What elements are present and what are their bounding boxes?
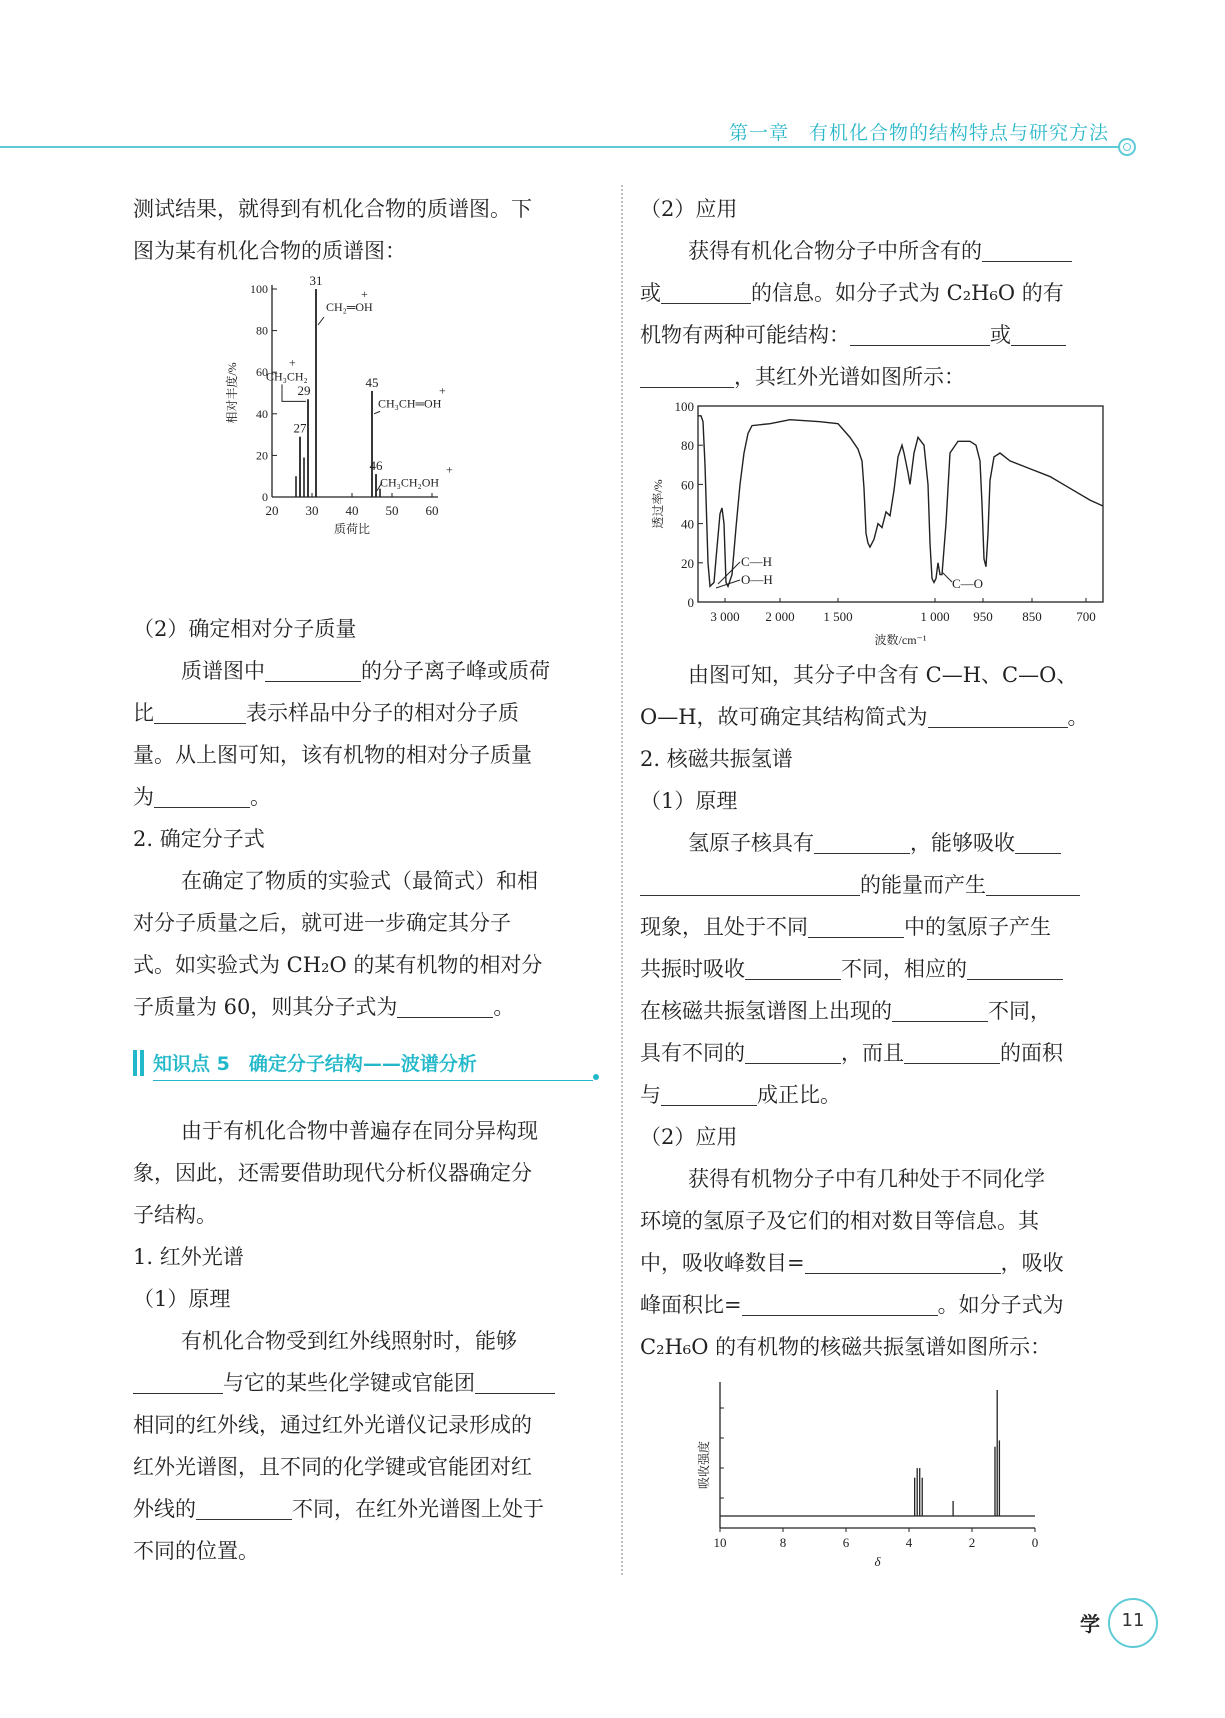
paragraph [133, 986, 603, 1028]
ir-spectrum-chart [640, 398, 1120, 648]
fill-blank[interactable] [133, 1367, 223, 1394]
paragraph [640, 696, 1110, 738]
paragraph: 有机化合物受到红外线照射时，能够 [181, 1329, 517, 1353]
x-tick-label: 3 000 [710, 609, 740, 624]
ion-label: CH₃CH₂OH [380, 475, 440, 490]
paragraph [133, 776, 603, 818]
section-title: （1）原理 [133, 1287, 231, 1311]
chapter-title: 第一章 有机化合物的结构特点与研究方法 [728, 122, 1109, 144]
x-tick-label: 1 000 [920, 609, 950, 624]
fill-blank[interactable] [982, 235, 1072, 262]
text: 共振时吸收 [640, 957, 745, 981]
text: 。如分子式为 [937, 1293, 1064, 1317]
x-tick-label: 50 [385, 503, 399, 518]
y-tick-label: 100 [674, 399, 694, 414]
paragraph [133, 1488, 603, 1530]
section-title: （2）应用 [640, 197, 738, 221]
page-header [0, 0, 1225, 160]
text: 的面积 [1000, 1041, 1063, 1065]
fill-blank[interactable] [154, 697, 246, 724]
text: ，其红外光谱如图所示： [734, 365, 965, 389]
fill-blank[interactable] [805, 1247, 1001, 1274]
text: 氢原子核具有 [688, 831, 814, 855]
fill-blank[interactable] [742, 1289, 938, 1316]
paragraph [640, 272, 1110, 314]
paragraph [640, 314, 1110, 356]
y-tick-label: 80 [256, 323, 268, 338]
paragraph [640, 906, 1110, 948]
paragraph [640, 230, 1110, 272]
paragraph: 测试结果，就得到有机化合物的质谱图。下 [133, 197, 532, 221]
x-tick-label: 0 [1031, 1535, 1039, 1550]
text: 质谱图中 [181, 659, 265, 683]
paragraph: 式。如实验式为 CH₂O 的某有机物的相对分 [133, 953, 543, 977]
heading-dot [593, 1074, 599, 1080]
peak-label: 27 [293, 420, 307, 436]
column-divider [621, 185, 623, 1575]
text: 成正比。 [757, 1083, 841, 1107]
ion-arrow [374, 411, 380, 413]
paragraph: 由图可知，其分子中含有 C—H、C—O、 [688, 663, 1078, 687]
ion-label: CH₃CH₂ [266, 369, 308, 384]
text: ，而且 [841, 1041, 904, 1065]
ion-charge: + [361, 287, 368, 301]
paragraph [640, 990, 1110, 1032]
ir-arrow [942, 572, 952, 582]
ion-charge: + [446, 462, 453, 477]
text: ，吸收 [1000, 1251, 1064, 1275]
x-tick-label: 40 [345, 503, 359, 518]
x-tick-label: 700 [1076, 609, 1096, 624]
text: 中，吸收峰数目= [640, 1251, 805, 1275]
x-tick-label: 20 [265, 503, 279, 518]
paragraph [640, 1284, 1110, 1326]
ion-arrow [318, 317, 324, 325]
ion-label: CH₃CH═OH [378, 396, 442, 411]
ion-charge: + [439, 383, 446, 398]
y-axis-label: 吸收强度 [697, 1440, 711, 1490]
heading-bar [133, 1050, 137, 1076]
y-tick-label: 60 [256, 365, 268, 380]
paragraph [640, 1242, 1110, 1284]
y-tick-label: 80 [681, 438, 694, 454]
fill-blank[interactable] [986, 869, 1080, 896]
text: 的能量而产生 [860, 873, 986, 897]
paragraph: 子结构。 [133, 1203, 217, 1227]
ion-charge: + [289, 355, 296, 370]
ir-annotation: O—H [741, 572, 773, 587]
y-tick-label: 0 [262, 490, 268, 504]
paragraph [133, 692, 603, 734]
fill-blank[interactable] [967, 953, 1063, 980]
x-tick-label: 60 [425, 503, 439, 518]
page-number-badge [1108, 1598, 1158, 1648]
text: 与 [640, 1083, 661, 1107]
text: 表示样品中分子的相对分子质 [246, 701, 519, 725]
fill-blank[interactable] [661, 277, 751, 304]
paragraph: 图为某有机化合物的质谱图： [133, 239, 406, 263]
knowledge-point-title: 知识点 5 确定分子结构——波谱分析 [153, 1053, 477, 1075]
paragraph: 象，因此，还需要借助现代分析仪器确定分 [133, 1161, 532, 1185]
fill-blank[interactable] [640, 361, 734, 388]
paragraph: 对分子质量之后，就可进一步确定其分子 [133, 911, 511, 935]
ir-plot [650, 399, 1103, 647]
text: 获得有机化合物分子中所含有的 [688, 239, 982, 263]
x-tick-label: 30 [305, 503, 319, 518]
paragraph [640, 1074, 1110, 1116]
y-tick-label: 40 [681, 516, 694, 532]
fill-blank[interactable] [904, 1037, 1000, 1064]
text: 。 [1067, 705, 1089, 729]
nmr-spectrum-chart [684, 1378, 1064, 1578]
fill-blank[interactable] [928, 701, 1068, 728]
fill-blank[interactable] [475, 1367, 555, 1394]
paragraph: 在确定了物质的实验式（最简式）和相 [181, 869, 538, 893]
heading-underline [153, 1080, 593, 1081]
y-axis-label: 相对丰度/% [225, 362, 239, 424]
x-tick-label: 8 [779, 1535, 787, 1550]
y-tick-label: 20 [256, 448, 268, 463]
section-title: （2）应用 [640, 1125, 738, 1149]
mass-spectrum-chart [222, 273, 502, 601]
text: 的信息。如分子式为 C₂H₆O 的有 [751, 281, 1064, 305]
x-axis-label: 质荷比 [333, 522, 371, 536]
text: 峰面积比= [640, 1293, 742, 1317]
paragraph: C₂H₆O 的有机物的核磁共振氢谱如图所示： [640, 1335, 1052, 1359]
paragraph [640, 1032, 1110, 1074]
paragraph: 获得有机物分子中有几种处于不同化学 [688, 1167, 1045, 1191]
fill-blank[interactable] [808, 911, 904, 938]
text: 的分子离子峰或质荷 [361, 659, 550, 683]
fill-blank[interactable] [397, 991, 493, 1018]
fill-blank[interactable] [196, 1493, 292, 1520]
fill-blank[interactable] [892, 995, 988, 1022]
nmr-plot [696, 1382, 1038, 1569]
heading-bar [140, 1050, 144, 1076]
peak-label: 29 [297, 383, 311, 399]
peak-label: 45 [365, 374, 379, 390]
text: ，能够吸收 [910, 831, 1015, 855]
paragraph: 相同的红外线，通过红外光谱仪记录形成的 [133, 1413, 532, 1437]
y-tick-label: 100 [250, 282, 268, 296]
paragraph: 环境的氢原子及它们的相对数目等信息。其 [640, 1209, 1039, 1233]
text: 比 [133, 701, 154, 725]
x-tick-label: 850 [1022, 609, 1042, 624]
y-tick-label: 0 [687, 595, 694, 610]
knowledge-point-heading [133, 1044, 603, 1084]
paragraph [640, 356, 1110, 398]
fill-blank[interactable] [661, 1079, 757, 1106]
paragraph [640, 948, 1110, 990]
peak-label: 31 [309, 273, 323, 288]
paragraph [640, 864, 1110, 906]
paragraph: 量。从上图可知，该有机物的相对分子质量 [133, 743, 532, 767]
x-tick-label: 10 [713, 1535, 727, 1550]
text: 中的氢原子产生 [904, 915, 1051, 939]
footer-label: 学 [1080, 1612, 1100, 1636]
paragraph: 由于有机化合物中普遍存在同分异构现 [181, 1119, 538, 1143]
x-tick-label: 1 500 [823, 609, 853, 624]
y-tick-label: 40 [256, 406, 268, 421]
page-number: 11 [1121, 1610, 1145, 1631]
x-tick-label: 2 [968, 1535, 976, 1550]
text: 与它的某些化学键或官能团 [223, 1371, 475, 1395]
x-tick-label: 950 [973, 609, 993, 624]
text: 。 [250, 785, 271, 809]
fill-blank[interactable] [640, 869, 860, 896]
ir-annotation: C—H [741, 554, 773, 569]
text: 外线的 [133, 1497, 196, 1521]
text: 不同， [988, 999, 1051, 1023]
x-tick-label: 4 [905, 1535, 913, 1550]
paragraph [640, 822, 1110, 864]
text: 为 [133, 785, 154, 809]
section-title: 2. 确定分子式 [133, 827, 265, 851]
fill-blank[interactable] [850, 319, 990, 346]
fill-blank[interactable] [814, 827, 910, 854]
section-title: （2）确定相对分子质量 [133, 617, 357, 641]
peak-label: 46 [369, 458, 383, 474]
right-column [640, 188, 1110, 1368]
header-ring-ornament [1118, 138, 1136, 156]
fill-blank[interactable] [1011, 319, 1066, 346]
paragraph [133, 1362, 603, 1404]
text: 机物有两种可能结构： [640, 323, 850, 347]
section-title: 1. 红外光谱 [133, 1245, 244, 1269]
text: 现象，且处于不同 [640, 915, 808, 939]
y-tick-label: 60 [681, 477, 694, 493]
text: 具有不同的 [640, 1041, 745, 1065]
x-tick-label: 2 000 [765, 609, 795, 624]
section-title: 2. 核磁共振氢谱 [640, 747, 793, 771]
header-rule [0, 146, 1120, 148]
x-tick-label: 6 [842, 1535, 850, 1550]
text: O—H，故可确定其结构简式为 [640, 705, 928, 729]
paragraph: 不同的位置。 [133, 1539, 259, 1563]
text: 不同，在红外光谱图上处于 [292, 1497, 544, 1521]
x-axis-label: δ [874, 1554, 881, 1569]
text: 。 [493, 995, 515, 1019]
section-title: （1）原理 [640, 789, 738, 813]
ir-annotation: C—O [952, 576, 984, 591]
paragraph: 红外光谱图，且不同的化学键或官能团对红 [133, 1455, 532, 1479]
y-axis-label: 透过率/% [651, 479, 665, 529]
fill-blank[interactable] [745, 953, 841, 980]
text: 在核磁共振氢谱图上出现的 [640, 999, 892, 1023]
fill-blank[interactable] [745, 1037, 841, 1064]
fill-blank[interactable] [265, 655, 361, 682]
text: 或 [640, 281, 661, 305]
x-axis-label: 波数/cm⁻¹ [874, 633, 927, 647]
paragraph [133, 650, 603, 692]
fill-blank[interactable] [1015, 827, 1061, 854]
text: 子质量为 60，则其分子式为 [133, 995, 398, 1019]
ion-label: CH₂═OH [326, 300, 373, 314]
fill-blank[interactable] [154, 781, 250, 808]
text: 不同，相应的 [841, 957, 967, 981]
y-tick-label: 20 [681, 555, 694, 571]
text: 或 [990, 323, 1011, 347]
